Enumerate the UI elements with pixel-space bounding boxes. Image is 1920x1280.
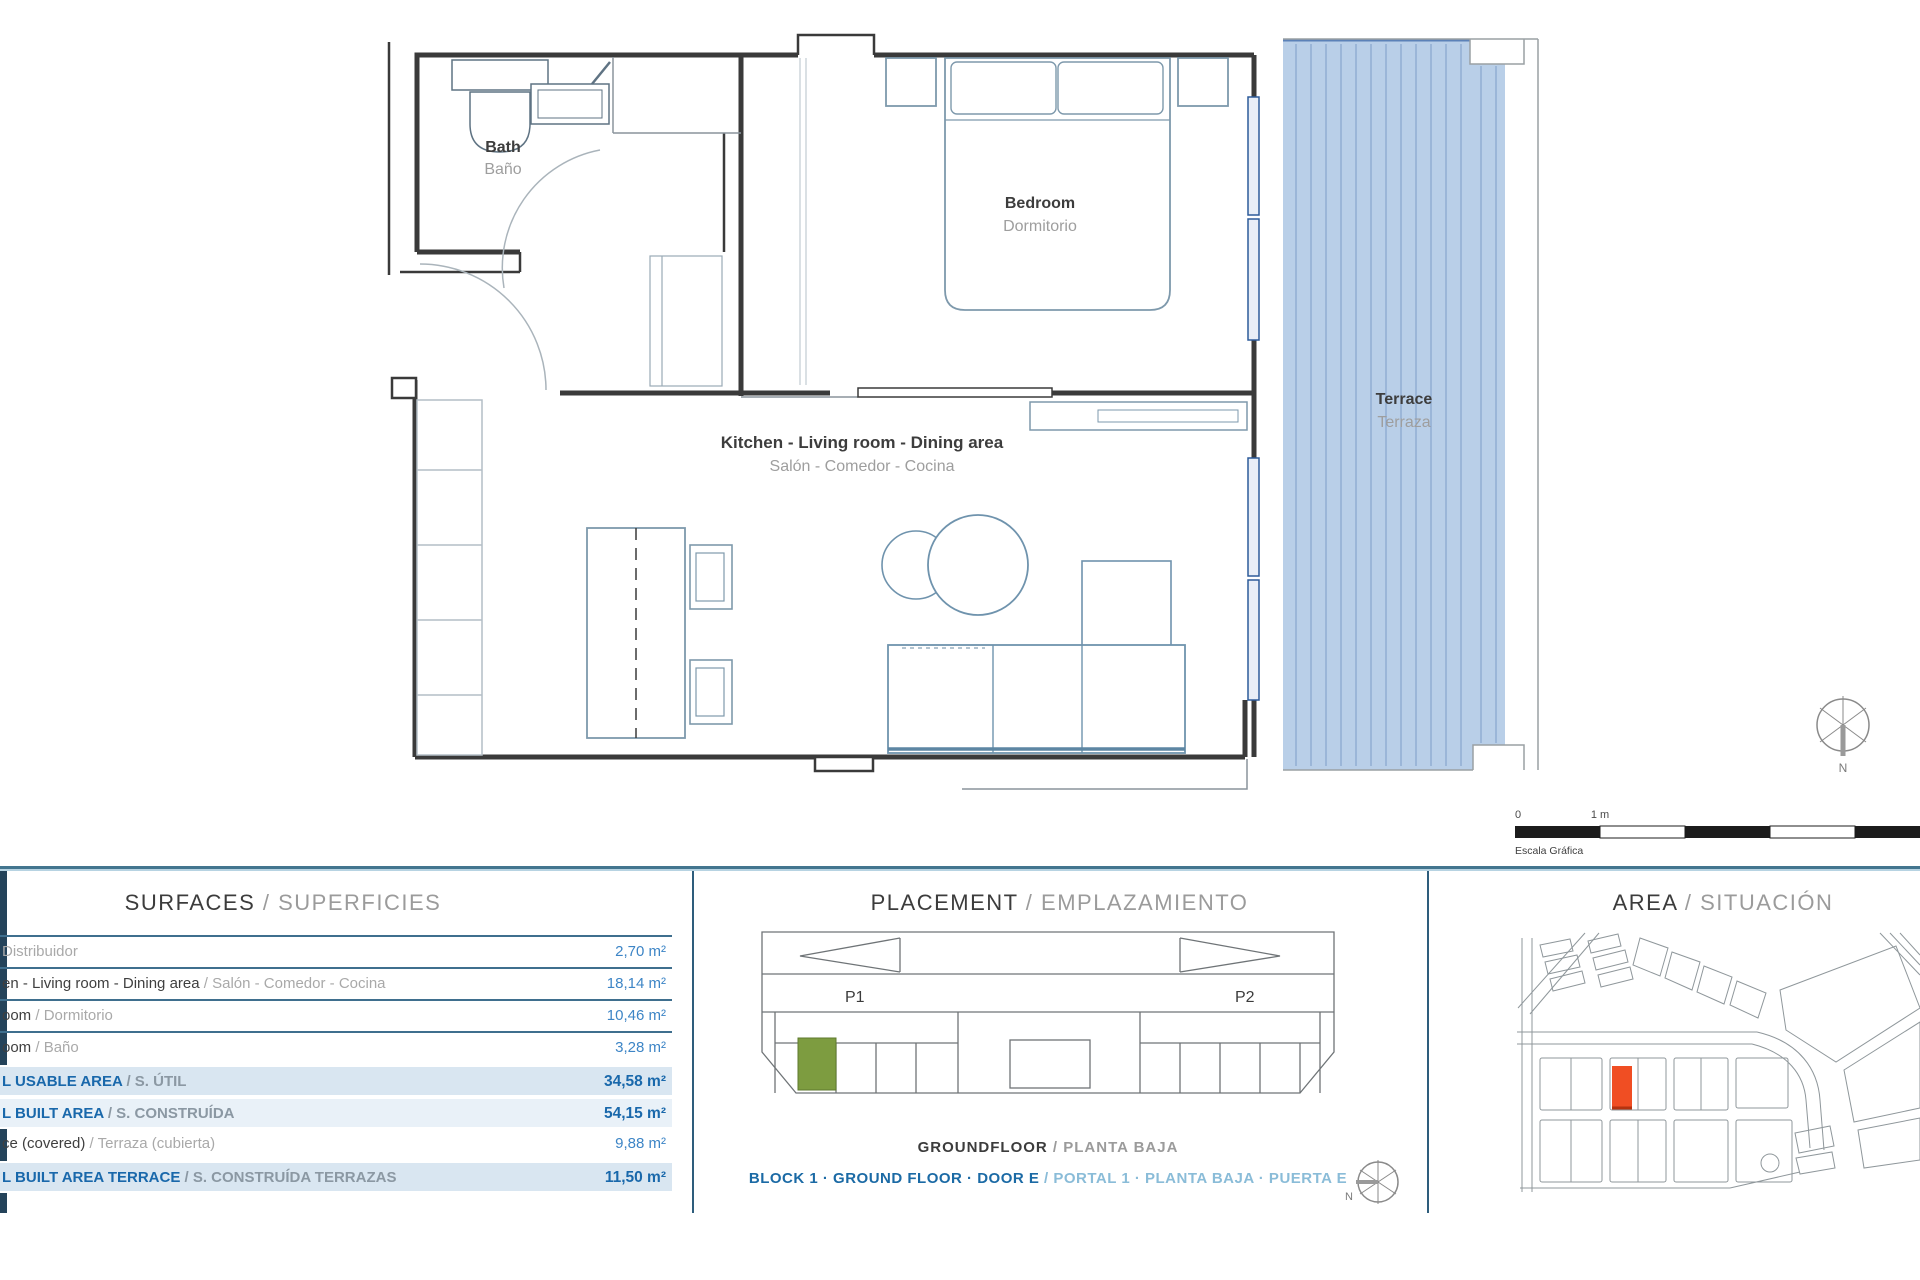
row-value: 10,46 m² <box>606 1007 666 1024</box>
surfaces-table <box>0 935 672 1193</box>
chairs <box>690 545 732 724</box>
portal-2-label: P2 <box>1235 989 1255 1006</box>
map-highlight <box>1612 1066 1632 1108</box>
entry-door-arc <box>420 264 546 390</box>
kitchen-cabinets <box>417 400 482 755</box>
bath-fixtures <box>452 60 610 152</box>
row-value: 34,58 m² <box>603 1073 666 1090</box>
table-row <box>0 1001 672 1033</box>
row-label-es: / S. CONSTRUÍDA <box>103 1105 235 1122</box>
round-table <box>928 515 1028 615</box>
scale-caption: Escala Gráfica <box>1515 845 1584 857</box>
compass-icon <box>1817 696 1869 775</box>
groundfloor-en: GROUNDFLOOR <box>917 1139 1048 1156</box>
tv-sideboard <box>1030 402 1247 430</box>
bedroom-label-es: Dormitorio <box>1003 218 1077 235</box>
sliding-door-leaf <box>858 388 1052 397</box>
block-door-es: / PORTAL 1 · PLANTA BAJA · PUERTA E <box>1039 1170 1348 1187</box>
row-label-en: L USABLE AREA <box>2 1073 123 1090</box>
area-map <box>1427 915 1920 1215</box>
nightstand <box>886 58 936 106</box>
bath-label: Bath <box>485 139 521 156</box>
area-title-es: / SITUACIÓN <box>1677 890 1834 915</box>
row-label-en: en - Living room - Dining area <box>2 975 200 992</box>
row-label-es: / Terraza (cubierta) <box>85 1135 216 1152</box>
living-label-es: Salón - Comedor - Cocina <box>769 458 955 475</box>
building-outline <box>762 932 1334 1093</box>
faucet <box>592 62 610 84</box>
placement-north-label: N <box>1345 1191 1353 1203</box>
portal-1-label: P1 <box>845 989 865 1006</box>
bath-label-es: Baño <box>484 161 522 178</box>
hall-closet <box>650 256 722 386</box>
placement-title-en: PLACEMENT <box>870 890 1019 915</box>
table-row <box>0 1129 672 1161</box>
row-label-es: / Salón - Comedor - Cocina <box>199 975 386 992</box>
table-row-total-built <box>0 1097 672 1129</box>
pillow <box>1058 62 1163 114</box>
table-row-total-usable <box>0 1065 672 1097</box>
groundfloor-caption <box>692 1139 1404 1156</box>
living-label: Kitchen - Living room - Dining area <box>720 433 1004 452</box>
scale-zero: 0 <box>1515 809 1522 821</box>
sofa <box>888 645 1185 753</box>
row-label-es: Distribuidor <box>2 943 78 960</box>
terrace-label: Terrace <box>1375 391 1433 408</box>
row-label-es: / Dormitorio <box>31 1007 113 1024</box>
row-label-en: oom <box>2 1039 32 1056</box>
living-furniture <box>417 400 1247 755</box>
placement-title <box>692 890 1427 916</box>
door-arcs <box>420 150 600 390</box>
row-label-en: oom <box>2 1007 32 1024</box>
bedroom-label: Bedroom <box>1004 195 1076 212</box>
block-door-en: BLOCK 1 · GROUND FLOOR · DOOR E <box>748 1170 1040 1187</box>
surfaces-title-es: / SUPERFICIES <box>255 890 442 915</box>
pillar <box>815 757 873 771</box>
row-label-en: ce (covered) <box>2 1135 86 1152</box>
vent-shaft <box>798 35 874 55</box>
row-label-es: / S. ÚTIL <box>122 1073 187 1090</box>
groundfloor-es: / PLANTA BAJA <box>1047 1139 1179 1156</box>
nightstand <box>1178 58 1228 106</box>
row-value: 9,88 m² <box>615 1135 666 1152</box>
row-label-en: L BUILT AREA <box>2 1105 104 1122</box>
row-label-es: / Baño <box>31 1039 79 1056</box>
area-title-en: AREA <box>1612 890 1678 915</box>
area-title <box>1526 890 1920 916</box>
scale-bar <box>1515 809 1920 857</box>
unit-highlight <box>798 1038 836 1090</box>
row-value: 18,14 m² <box>606 975 666 992</box>
row-label-en: L BUILT AREA TERRACE <box>2 1169 181 1186</box>
row-value: 2,70 m² <box>615 943 666 960</box>
scale-one-meter: 1 m <box>1590 809 1610 821</box>
row-value: 3,28 m² <box>615 1039 666 1056</box>
compass-north-label: N <box>1838 761 1848 775</box>
pillow <box>951 62 1056 114</box>
map-streets <box>1517 933 1920 1192</box>
sofa-chaise <box>1082 561 1171 647</box>
surfaces-title <box>0 890 566 916</box>
surfaces-title-en: SURFACES <box>124 890 256 915</box>
panel-top-border-light <box>0 869 1920 871</box>
table-row <box>0 969 672 1001</box>
table-row <box>0 1033 672 1065</box>
building-entrance <box>1010 1040 1090 1088</box>
table-row <box>0 937 672 969</box>
row-value: 54,15 m² <box>603 1105 666 1122</box>
row-value: 11,50 m² <box>604 1169 666 1186</box>
table-row-total-terrace <box>0 1161 672 1193</box>
block-door-caption <box>692 1170 1404 1187</box>
placement-title-es: / EMPLAZAMIENTO <box>1018 890 1249 915</box>
row-label-es: / S. CONSTRUÍDA TERRAZAS <box>180 1169 397 1186</box>
terrace-label-es: Terraza <box>1377 414 1431 431</box>
